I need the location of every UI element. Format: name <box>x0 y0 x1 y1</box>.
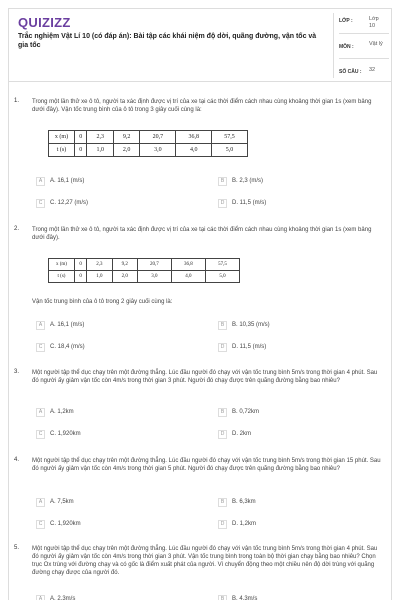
table-cell: 20,7 <box>140 131 176 144</box>
option-letter: C <box>36 199 45 208</box>
table-cell: 1,0 <box>87 271 112 283</box>
option-c[interactable] <box>36 429 81 439</box>
option-d[interactable] <box>218 198 266 208</box>
table-cell: 1,0 <box>87 144 113 157</box>
option-letter: D <box>218 199 227 208</box>
option-letter: A <box>36 408 45 417</box>
table-cell: 0 <box>75 144 87 157</box>
option-a[interactable] <box>36 497 74 507</box>
option-b[interactable] <box>218 320 270 330</box>
option-text: B. 2,3 (m/s) <box>232 178 264 184</box>
meta-line <box>339 58 389 59</box>
question-text: Trong một lần thử xe ô tô, người ta xác định được vị trí của xe tại các thời điểm cách nhau cùng khoảng thời gian 1s (xem bảng dưới đây). <box>32 227 372 241</box>
data-table <box>48 258 240 283</box>
meta-line <box>339 33 389 34</box>
question-3 <box>14 369 386 444</box>
table-cell: 5,0 <box>212 144 248 157</box>
option-letter: C <box>36 430 45 439</box>
option-text: D. 11,5 (m/s) <box>232 200 267 206</box>
option-c[interactable] <box>36 198 88 208</box>
option-letter: B <box>218 498 227 507</box>
subject-label: MÔN : <box>339 44 354 50</box>
option-b[interactable] <box>218 176 263 186</box>
option-text: C. 1,920km <box>50 431 81 437</box>
option-text: A. 7,5km <box>50 499 74 505</box>
table-cell: 5,0 <box>205 271 239 283</box>
option-text: A. 2,3m/s <box>50 596 76 600</box>
question-number: 1. <box>14 98 20 104</box>
option-text: C. 18,4 (m/s) <box>50 344 85 350</box>
table-cell: x (m) <box>49 259 75 271</box>
option-text: B. 10,35 (m/s) <box>232 322 270 328</box>
option-letter: D <box>218 343 227 352</box>
question-text: Trong một lần thử xe ô tô, người ta xác định được vị trí của xe tại các thời điểm cách nhau cùng khoảng thời gian 1s (xem bảng dưới đây). Vận tốc trung bình của ô tô trong 3 giây cuối cùng là: <box>32 99 372 113</box>
option-text: A. 16,1 (m/s) <box>50 322 85 328</box>
table-cell: t (s) <box>49 144 75 157</box>
question-5 <box>14 545 386 600</box>
table-cell: 9,2 <box>113 131 139 144</box>
option-text: B. 6,3km <box>232 499 256 505</box>
table-cell: 3,0 <box>140 144 176 157</box>
option-text: A. 1,2km <box>50 409 74 415</box>
option-letter: A <box>36 498 45 507</box>
question-number: 5. <box>14 545 20 551</box>
option-text: D. 2km <box>232 431 252 437</box>
table-cell: 3,0 <box>137 271 171 283</box>
option-text: A. 16,1 (m/s) <box>50 178 85 184</box>
table-cell: x (m) <box>49 131 75 144</box>
table-cell: t (s) <box>49 271 75 283</box>
question-number: 2. <box>14 226 20 232</box>
option-text: B. 4,3m/s <box>232 596 258 600</box>
table-cell: 57,5 <box>205 259 239 271</box>
option-b[interactable] <box>218 497 256 507</box>
table-cell: 20,7 <box>137 259 171 271</box>
data-table <box>48 130 248 157</box>
count-label: SỐ CÂU : <box>339 69 362 75</box>
option-d[interactable] <box>218 342 266 352</box>
quizizz-logo: QUIZIZZ <box>18 15 71 30</box>
table-cell: 2,0 <box>113 144 139 157</box>
table-cell: 4,0 <box>176 144 212 157</box>
table-cell: 9,2 <box>112 259 137 271</box>
option-letter: B <box>218 595 227 600</box>
option-b[interactable] <box>218 407 259 417</box>
question-text: Vận tốc trung bình của ô tô trong 2 giây cuối cùng là: <box>32 299 173 305</box>
option-a[interactable] <box>36 407 74 417</box>
question-number: 3. <box>14 369 20 375</box>
table-cell: 0 <box>75 259 87 271</box>
option-letter: B <box>218 321 227 330</box>
table-cell: 2,0 <box>112 271 137 283</box>
option-letter: C <box>36 520 45 529</box>
subject-value: Vật lý <box>369 41 383 47</box>
question-text: Một người tập thể dục chạy trên một đường thẳng. Lúc đầu người đó chạy với vận tốc trung bình 5m/s trong thời gian 4 phút. Sau đó người ấy giảm vận tốc còn 4m/s trong thời gian 3 phút. Vận tốc trung bình trong toàn bộ thời gian chạy bằng bao nhiêu? Chọn trục Ox trùng với đường chạy và có gốc là điểm xuất phát của người. Vì chuyển động theo một chiều nên độ dời trùng với quãng đường chạy được của người đó. <box>32 546 378 576</box>
question-text: Một người tập thể dục chạy trên một đường thẳng. Lúc đầu người đó chạy với vận tốc trung bình 5m/s trong thời gian 4 phút. Sau đó người ấy giảm vận tốc còn 4m/s trong thời gian 3 phút. Người đó chạy được trên quãng đường bằng bao nhiêu? <box>32 370 378 384</box>
table-cell: 36,8 <box>171 259 205 271</box>
question-number: 4. <box>14 457 20 463</box>
option-d[interactable] <box>218 429 251 439</box>
option-text: D. 1,2km <box>232 521 257 527</box>
option-letter: A <box>36 595 45 600</box>
table-cell: 2,3 <box>87 259 112 271</box>
table-cell: 0 <box>75 131 87 144</box>
option-letter: B <box>218 408 227 417</box>
class-value: Lớp 10 <box>369 16 379 29</box>
option-c[interactable] <box>36 519 81 529</box>
question-4 <box>14 457 386 532</box>
table-cell: 36,8 <box>176 131 212 144</box>
option-letter: D <box>218 430 227 439</box>
option-b[interactable] <box>218 594 257 600</box>
question-2 <box>14 226 386 356</box>
page-title: Trắc nghiệm Vật Lí 10 (có đáp án): Bài tập các khái niệm độ dời, quãng đường, vận tốc và gia tốc <box>18 33 317 49</box>
table-cell: 4,0 <box>171 271 205 283</box>
question-text: Một người tập thể dục chạy trên một đường thẳng. Lúc đầu người đó chạy với vận tốc trung bình 5m/s trong thời gian 15 phút. Sau đó người ấy giảm vận tốc còn 4m/s trong thời gian 5 phút. Người đó chạy được trên quãng đường bằng bao nhiêu? <box>32 458 381 472</box>
option-a[interactable] <box>36 320 84 330</box>
count-value: 32 <box>369 67 376 73</box>
option-letter: A <box>36 321 45 330</box>
question-1 <box>14 98 386 208</box>
table-cell: 57,5 <box>212 131 248 144</box>
option-text: C. 12,27 (m/s) <box>50 200 89 206</box>
option-text: C. 1,920km <box>50 521 81 527</box>
option-a[interactable] <box>36 594 75 600</box>
option-letter: B <box>218 177 227 186</box>
option-letter: C <box>36 343 45 352</box>
option-a[interactable] <box>36 176 84 186</box>
option-text: B. 0,72km <box>232 409 260 415</box>
option-letter: A <box>36 177 45 186</box>
meta-divider <box>333 13 334 78</box>
option-c[interactable] <box>36 342 85 352</box>
option-letter: D <box>218 520 227 529</box>
worksheet-header <box>8 8 392 82</box>
option-text: D. 11,5 (m/s) <box>232 344 267 350</box>
option-d[interactable] <box>218 519 256 529</box>
class-label: LỚP : <box>339 18 353 24</box>
table-cell: 2,3 <box>87 131 113 144</box>
table-cell: 0 <box>75 271 87 283</box>
